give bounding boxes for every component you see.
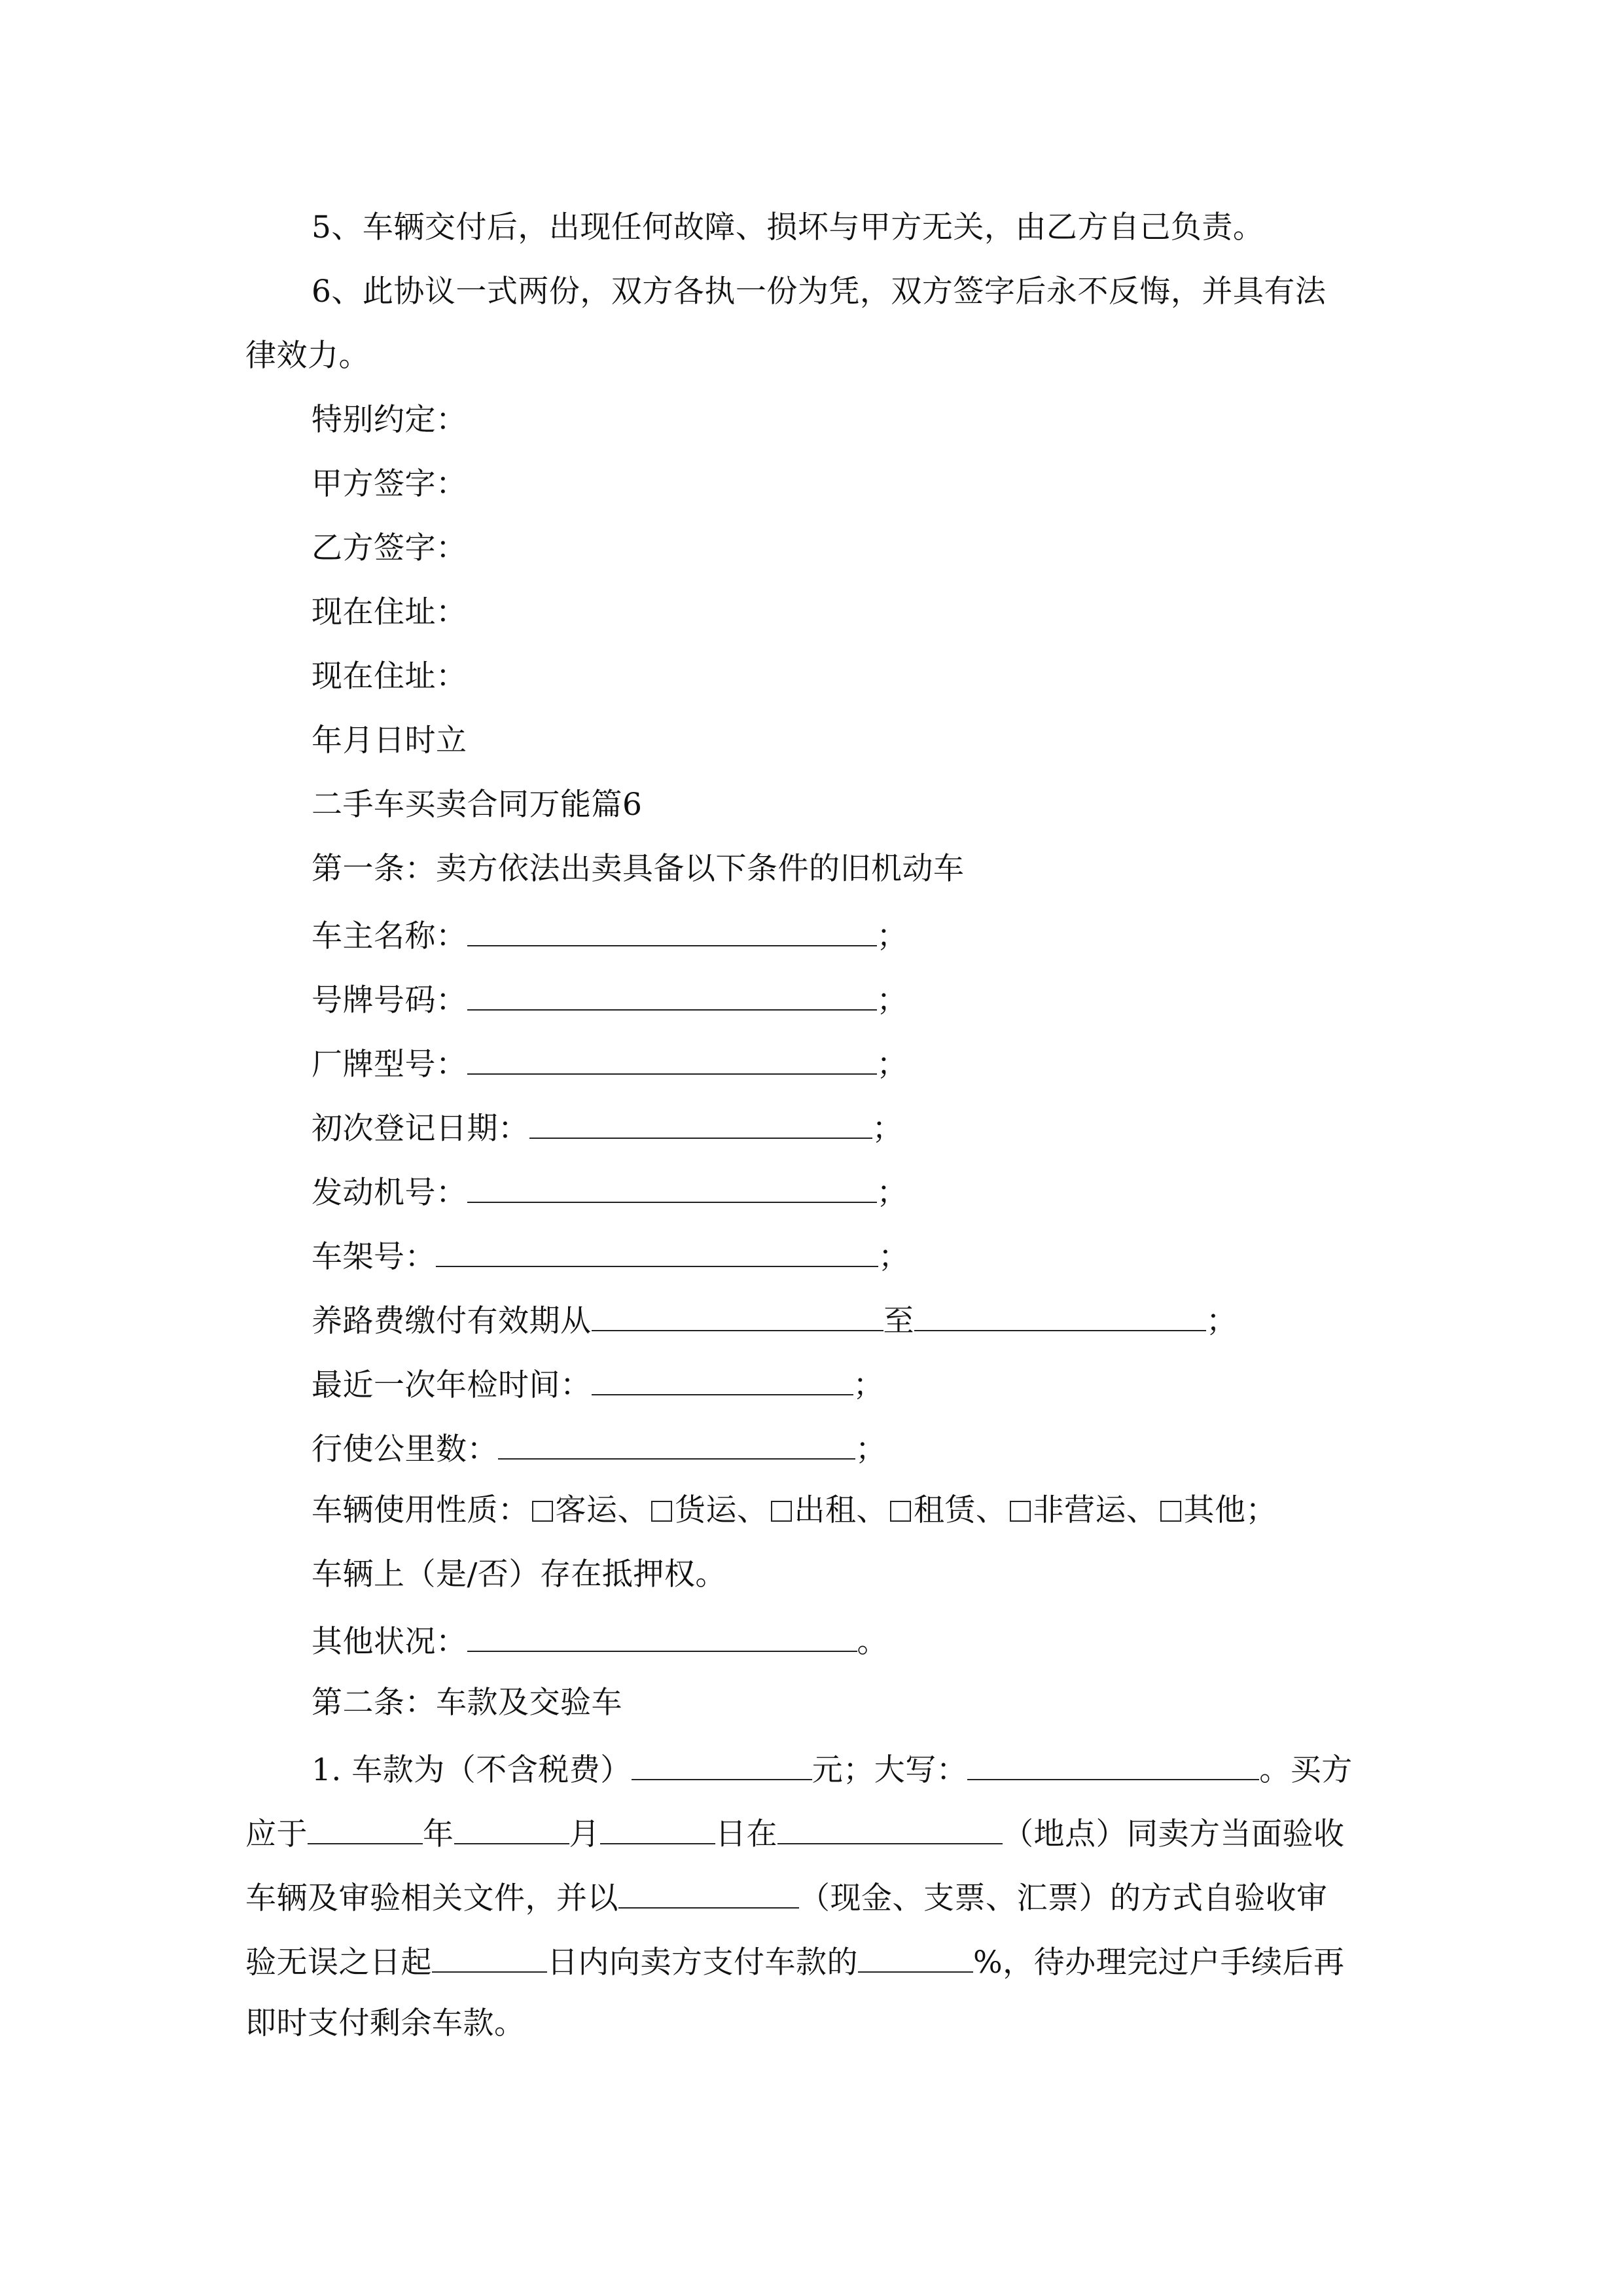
- text: （地点）同卖方当面验收: [1003, 1816, 1345, 1852]
- text: %，待办理完过户手续后再: [973, 1945, 1345, 1981]
- road-fee-to-blank[interactable]: [914, 1299, 1206, 1331]
- other-status-field: [312, 1619, 888, 1662]
- option-label: 货运、: [675, 1492, 768, 1528]
- percent-blank[interactable]: [858, 1940, 973, 1973]
- text: 应于: [245, 1816, 308, 1852]
- option-label: 出租、: [794, 1492, 887, 1528]
- text: 日内向卖方支付车款的: [547, 1945, 858, 1981]
- inspection-date-field: [312, 1363, 884, 1405]
- text: 。买方: [1259, 1752, 1353, 1788]
- payment-method-blank[interactable]: [618, 1876, 799, 1909]
- owner-name-blank[interactable]: [467, 914, 877, 946]
- year-blank[interactable]: [308, 1812, 423, 1844]
- semicolon: ；: [878, 1239, 910, 1275]
- field-label: 车架号：: [312, 1239, 436, 1275]
- other-status-blank[interactable]: [467, 1619, 857, 1652]
- field-label: 厂牌型号：: [312, 1047, 467, 1083]
- semicolon: ；: [876, 982, 908, 1018]
- semicolon: ；: [1206, 1303, 1238, 1339]
- field-label: 最近一次年检时间：: [312, 1367, 592, 1403]
- address-label-1: 现在住址：: [312, 594, 467, 630]
- model-blank[interactable]: [467, 1042, 877, 1075]
- engine-number-field: [312, 1170, 908, 1213]
- road-fee-field: [312, 1299, 1238, 1341]
- article-1-heading: 第一条：卖方依法出卖具备以下条件的旧机动车: [312, 851, 965, 887]
- registration-date-field: [312, 1106, 903, 1149]
- checkbox-freight[interactable]: [651, 1501, 672, 1522]
- plate-number-field: [312, 978, 908, 1020]
- clause-6: 6、此协议一式两份，双方各执一份为凭，双方签字后永不反悔，并具有法: [312, 274, 1327, 310]
- clause-5: 5、车辆交付后，出现任何故障、损坏与甲方无关，由乙方自己负责。: [312, 209, 1264, 245]
- day-blank[interactable]: [600, 1812, 715, 1844]
- option-label: 非营运、: [1033, 1492, 1158, 1528]
- plate-number-blank[interactable]: [467, 978, 877, 1011]
- checkbox-passenger[interactable]: [532, 1501, 553, 1522]
- field-label: 行使公里数：: [312, 1431, 498, 1467]
- payment-method-line: [245, 1876, 1328, 1918]
- option-label: 客运、: [555, 1492, 649, 1528]
- mileage-blank[interactable]: [498, 1427, 855, 1460]
- delivery-date-line: [245, 1812, 1345, 1854]
- field-label: 车辆使用性质：: [312, 1492, 529, 1528]
- special-terms-label: 特别约定：: [312, 402, 467, 438]
- mortgage-line: 车辆上（是/否）存在抵押权。: [312, 1556, 726, 1592]
- period: 。: [857, 1624, 888, 1660]
- text: 车辆及审验相关文件，并以: [245, 1880, 618, 1916]
- party-b-signature-label: 乙方签字：: [312, 530, 467, 566]
- model-field: [312, 1042, 908, 1085]
- text: 日在: [715, 1816, 777, 1852]
- date-line: 年月日时立: [312, 723, 467, 759]
- text: （现金、支票、汇票）的方式自验收审: [799, 1880, 1328, 1916]
- field-label: 车主名称：: [312, 918, 467, 954]
- semicolon: ；: [855, 1431, 887, 1467]
- address-label-2: 现在住址：: [312, 658, 467, 694]
- field-label: 至: [883, 1303, 914, 1339]
- price-in-words-blank[interactable]: [967, 1748, 1259, 1780]
- month-blank[interactable]: [454, 1812, 569, 1844]
- field-label: 发动机号：: [312, 1175, 467, 1211]
- payment-term-line: [245, 1940, 1345, 1982]
- semicolon: ；: [853, 1367, 884, 1403]
- frame-number-blank[interactable]: [436, 1234, 878, 1267]
- remaining-payment-line: 即时支付剩余车款。: [245, 2005, 526, 2041]
- field-label: 号牌号码：: [312, 982, 467, 1018]
- text: 1. 车款为（不含税费）: [312, 1752, 632, 1788]
- article-2-heading: 第二条：车款及交验车: [312, 1685, 622, 1721]
- checkbox-other[interactable]: [1160, 1501, 1181, 1522]
- option-label: 租赁、: [914, 1492, 1007, 1528]
- party-a-signature-label: 甲方签字：: [312, 466, 467, 502]
- clause-6-continued: 律效力。: [245, 338, 370, 374]
- location-blank[interactable]: [777, 1812, 1003, 1844]
- checkbox-lease[interactable]: [890, 1501, 911, 1522]
- text: 月: [569, 1816, 600, 1852]
- section-title: 二手车买卖合同万能篇6: [312, 787, 643, 823]
- text: 年: [423, 1816, 454, 1852]
- semicolon: ；: [876, 1047, 908, 1083]
- frame-number-field: [312, 1234, 910, 1277]
- inspection-date-blank[interactable]: [592, 1363, 853, 1395]
- price-amount-blank[interactable]: [632, 1748, 812, 1780]
- checkbox-taxi[interactable]: [771, 1501, 792, 1522]
- option-label: 其他；: [1183, 1492, 1277, 1528]
- text: 验无误之日起: [245, 1945, 432, 1981]
- engine-number-blank[interactable]: [467, 1170, 877, 1203]
- price-line: [312, 1748, 1353, 1790]
- mileage-field: [312, 1427, 887, 1469]
- field-label: 其他状况：: [312, 1624, 467, 1660]
- owner-name-field: [312, 914, 908, 956]
- usage-type-field: [312, 1491, 1277, 1530]
- days-blank[interactable]: [432, 1940, 547, 1973]
- road-fee-from-blank[interactable]: [592, 1299, 883, 1331]
- field-label: 初次登记日期：: [312, 1111, 529, 1147]
- field-label: 养路费缴付有效期从: [312, 1303, 592, 1339]
- checkbox-non-commercial[interactable]: [1010, 1501, 1031, 1522]
- registration-date-blank[interactable]: [529, 1106, 872, 1139]
- semicolon: ；: [876, 1175, 908, 1211]
- text: 元；大写：: [812, 1752, 968, 1788]
- semicolon: ；: [876, 918, 908, 954]
- semicolon: ；: [872, 1111, 903, 1147]
